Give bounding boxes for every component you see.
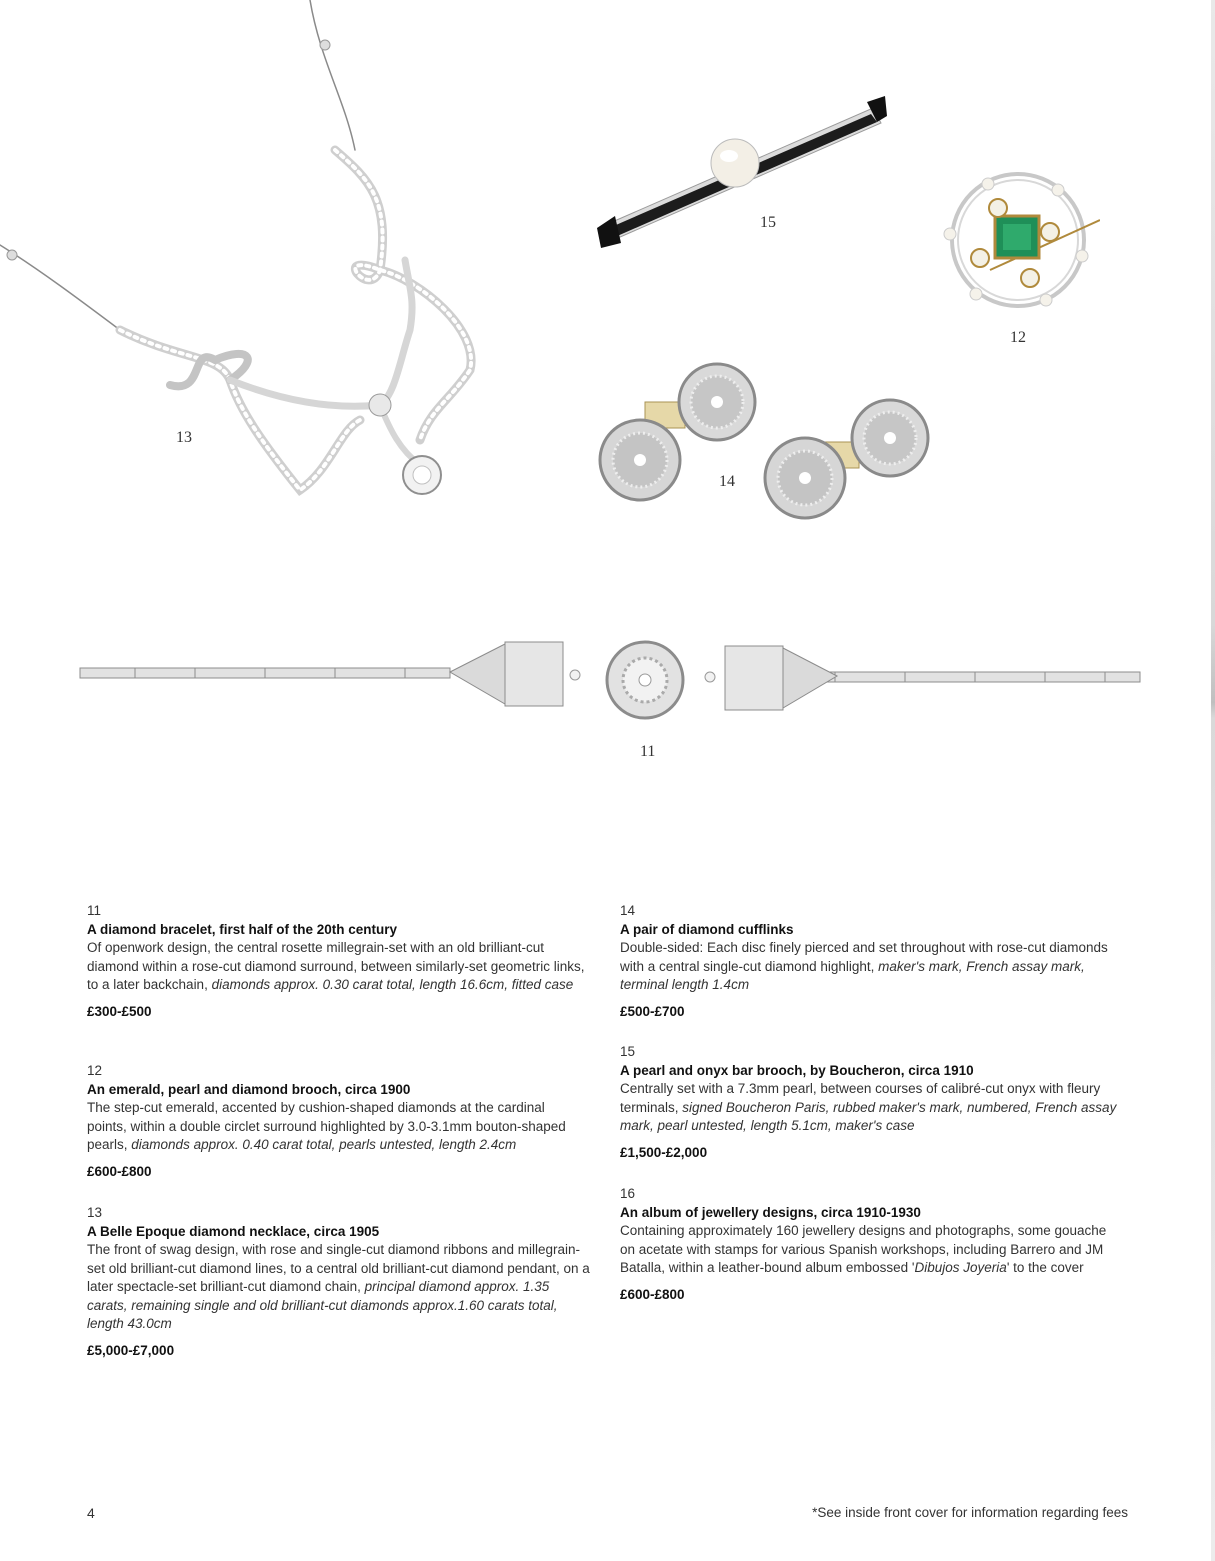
- lot-estimate: £5,000-£7,000: [87, 1342, 175, 1358]
- lot-description: [87, 939, 597, 995]
- bracelet-image: [75, 632, 1150, 727]
- figure-label-necklace: 13: [176, 429, 192, 446]
- figure-label-bar-brooch: 15: [760, 214, 776, 231]
- lot-12: [87, 1062, 587, 1181]
- lot-description: [620, 1222, 1125, 1278]
- lot-number: 13: [87, 1205, 103, 1220]
- lot-11: [87, 902, 597, 1021]
- emerald-brooch-image: [940, 170, 1100, 320]
- lot-14: [620, 902, 1125, 1021]
- bar-brooch-image: [595, 88, 890, 258]
- lot-estimate: £1,500-£2,000: [620, 1144, 708, 1160]
- lot-description-italic: diamonds approx. 0.40 carat total, pearls untested, length 2.4cm: [131, 1137, 517, 1152]
- page-edge: [1211, 0, 1215, 1561]
- figure-label-bracelet: 11: [640, 743, 656, 760]
- lot-title: A pair of diamond cufflinks: [620, 921, 794, 937]
- lot-title: A pearl and onyx bar brooch, by Boucheron, circa 1910: [620, 1062, 974, 1078]
- lot-estimate: £300-£500: [87, 1003, 152, 1019]
- lot-estimate: £600-£800: [620, 1286, 685, 1302]
- necklace-image: [0, 0, 500, 520]
- lot-title: A Belle Epoque diamond necklace, circa 1905: [87, 1223, 380, 1239]
- lot-description-text: The front of swag design, with rose and single-cut diamond ribbons and millegrain-set old brilliant-cut diamond lines, to a central old brilliant-cut diamond pendant, on a later spectacle-set brilliant-cut diamond chain,: [87, 1242, 590, 1294]
- lot-description-italic: Dibujos Joyeria: [914, 1260, 1007, 1275]
- lot-description-text: The step-cut emerald, accented by cushion-shaped diamonds at the cardinal points, within a double circlet surround highlighted by 3.0-3.1mm bouton-shaped pearls,: [87, 1100, 566, 1152]
- lot-description-italic: maker's mark, French assay mark, terminal length 1.4cm: [620, 958, 1085, 992]
- lot-number: 12: [87, 1063, 103, 1078]
- lot-title: A diamond bracelet, first half of the 20th century: [87, 921, 398, 937]
- lot-number: 16: [620, 1186, 636, 1201]
- lot-description: [620, 939, 1125, 995]
- lot-description-text: Containing approximately 160 jewellery designs and photographs, some gouache on acetate with stamps for various Spanish workshops, including Barrero and JM Batalla, within a leather-bound album embossed ': [620, 1223, 1107, 1275]
- lot-description-text: Of openwork design, the central rosette millegrain-set with an old brilliant-cut diamond within a rose-cut diamond surround, between similarly-set geometric links, to a later backchain,: [87, 940, 585, 992]
- lot-description-italic: signed Boucheron Paris, rubbed maker's mark, numbered, French assay mark, pearl untested, length 5.1cm, maker's case: [620, 1099, 1117, 1133]
- footer-note: *See inside front cover for information regarding fees: [812, 1505, 1128, 1520]
- lot-number: 14: [620, 903, 636, 918]
- lot-13: [87, 1204, 592, 1360]
- lot-description: [87, 1099, 587, 1155]
- lot-description-tail: ' to the cover: [1006, 1260, 1084, 1275]
- figure-label-cufflinks: 14: [719, 473, 735, 490]
- lot-estimate: £600-£800: [87, 1163, 152, 1179]
- cufflinks-image: [595, 360, 935, 525]
- figure-label-emerald-brooch: 12: [1010, 329, 1026, 346]
- lot-number: 11: [87, 903, 102, 918]
- lot-description: [87, 1241, 592, 1334]
- lot-number: 15: [620, 1044, 636, 1059]
- lot-title: An album of jewellery designs, circa 1910-1930: [620, 1204, 921, 1220]
- lot-title: An emerald, pearl and diamond brooch, circa 1900: [87, 1081, 411, 1097]
- lot-16: [620, 1185, 1125, 1304]
- lot-15: [620, 1043, 1125, 1162]
- lot-estimate: £500-£700: [620, 1003, 685, 1019]
- lot-description-text: Double-sided: Each disc finely pierced and set throughout with rose-cut diamonds with a central single-cut diamond highlight,: [620, 940, 1108, 974]
- lot-description-italic: diamonds approx. 0.30 carat total, length 16.6cm, fitted case: [211, 977, 574, 992]
- lot-description-italic: principal diamond approx. 1.35 carats, remaining single and old brilliant-cut diamonds approx.1.60 carats total, length 43.0cm: [87, 1279, 558, 1331]
- lot-description-text: Centrally set with a 7.3mm pearl, between courses of calibré-cut onyx with fleury terminals,: [620, 1081, 1101, 1115]
- lot-description: [620, 1080, 1125, 1136]
- page-number: 4: [87, 1505, 95, 1521]
